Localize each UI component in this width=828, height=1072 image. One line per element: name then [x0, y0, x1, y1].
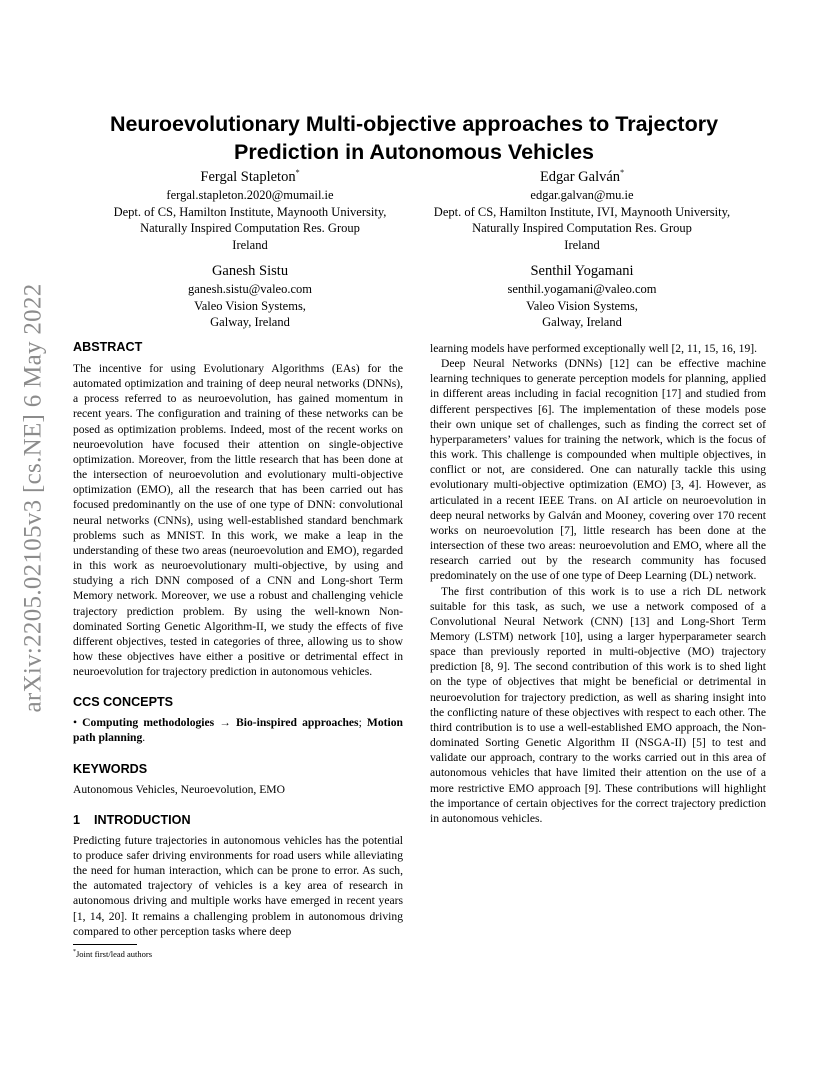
- right-column: [430, 341, 766, 826]
- ccs-heading: CCS CONCEPTS: [73, 695, 174, 710]
- intro-paragraph: Predicting future trajectories in autonomous vehicles has the potential to produce safer driving environments for road users while alleviating the need for human interaction, which can be prone to error. As such, the automated trajectory of vehicles is a key area of research in autonomous driving and multiple works have emerged in recent years [1, 14, 20]. It remains a challenging problem in autonomous driving compared to other perception tasks where deep: [73, 833, 403, 938]
- author-email: edgar.galvan@mu.ie: [530, 188, 634, 202]
- author-block: [418, 262, 746, 331]
- author-name: Fergal Stapleton: [200, 169, 296, 185]
- author-block: [100, 262, 400, 331]
- paper-title: Neuroevolutionary Multi-objective approaches to Trajectory Prediction in Autonomous Vehicles: [109, 112, 719, 164]
- ccs-concepts: • Computing methodologies → Bio-inspired approaches; Motion path planning.: [73, 716, 403, 745]
- left-column: [73, 339, 403, 939]
- author-affiliation: Naturally Inspired Computation Res. Group: [140, 221, 360, 235]
- author-affiliation: Valeo Vision Systems,: [526, 298, 638, 313]
- author-name: Ganesh Sistu: [211, 263, 289, 279]
- section-heading: [73, 812, 403, 828]
- author-affiliation: Naturally Inspired Computation Res. Group: [472, 221, 692, 235]
- author-block: [418, 168, 746, 253]
- keywords-text: Autonomous Vehicles, Neuroevolution, EMO: [73, 782, 285, 796]
- author-affiliation: Ireland: [564, 237, 600, 252]
- author-email: ganesh.sistu@valeo.com: [188, 282, 312, 296]
- abstract-heading: ABSTRACT: [73, 340, 143, 354]
- footnote: *Joint first/lead authors: [73, 949, 153, 959]
- intro-paragraph-continued: learning models have performed exceptionally well [2, 11, 15, 16, 19].: [430, 342, 757, 355]
- intro-paragraph: The first contribution of this work is to use a rich DL network suitable for this task, as such, we use a network composed of a Convolutional Neural Network (CNN) [13] and Long-Short Term Memory (LSTM) network [10], using a larger hyperparameter search space than previously reported in multi-objective (MO) trajectory prediction [8, 9]. The second contribution of this work is to shed light on the type of objectives that might be beneficial or detrimental in neuroevolution for trajectory prediction, as well as sharing insight into the conflicting nature of these objectives with respect to each other. The third contribution is to use a well-established EMO approach, the Non-dominated Sorting Genetic Algorithm II (NSGA-II) [5] to test and validate our approach, contrary to the works carried out in this area of autonomous vehicles that have limited their attention on the use of a more restrictive EMO approach [9]. These contributions will highlight the importance of certain objectives for the correct trajectory prediction in autonomous vehicles.: [430, 584, 766, 825]
- author-mark: *: [295, 168, 300, 178]
- author-affiliation: Galway, Ireland: [542, 315, 622, 329]
- author-affiliation: Ireland: [232, 237, 268, 252]
- intro-paragraph: Deep Neural Networks (DNNs) [12] can be effective machine learning techniques to generate perception models for planning, applied in different areas including in facial recognition [17] and studied from different perspectives [6]. The implementation of these models pose their own unique set of challenges, such as finding the correct set of hyperparameters’ values for training the network, which is the focus of this work. This challenge is compounded when multiple objectives, in conflict or not, are considered. One can naturally tackle this using evolutionary multi-objective optimization (EMO) [3, 4]. However, as articulated in a recent IEEE Trans. on AI article on neuroevolution in deep neural networks by Galván and Mooney, covering over 170 recent works on neuroevolution [7], little research has been done at the intersection of these two areas: neuroevolution and EMO, where all the research carried out by the research community has focused predominately on the use of one type of Deep Learning (DL) network.: [430, 357, 766, 583]
- footnote-rule: [73, 944, 137, 945]
- author-affiliation: Galway, Ireland: [210, 315, 290, 329]
- author-name: Senthil Yogamani: [530, 263, 634, 279]
- arxiv-identifier: arXiv:2205.02105v3 [cs.NE] 6 May 2022: [20, 283, 47, 713]
- author-mark: *: [620, 168, 625, 178]
- keywords-heading: KEYWORDS: [73, 761, 148, 776]
- section-number: 1: [73, 812, 81, 827]
- abstract-text: The incentive for using Evolutionary Algorithms (EAs) for the automated optimization and training of deep neural networks (DNNs), a process referred to as neuroevolution, has gained momentum in recent years. The configuration and training of these networks can be posed as optimization problems. Indeed, most of the recent works on neuroevolution have focused their attention on single-objective optimization. Moreover, from the little research that has been done at the intersection of neuroevolution and evolutionary multi-objective optimization (EMO), all the research that has been carried out has focused predominantly on the use of one type of DNN: convolutional neural networks (CNNs), using well-established standard benchmark problems such as MNIST. In this work, we make a leap in the understanding of these two areas (neuroevolution and EMO), regarded in this work as neuroevolutionary multi-objective, by using and studying a rich DNN composed of a CNN and Long-short Term Memory network. Moreover, we use a robust and challenging vehicle trajectory prediction problem. By using the well-known Non-dominated Sorting Genetic Algorithm-II, we study the effects of five different objectives, tested in categories of three, allowing us to show how these objectives have either a positive or detrimental effect in neuroevolution for trajectory prediction in autonomous vehicles.: [73, 362, 403, 679]
- author-email: fergal.stapleton.2020@mumail.ie: [166, 188, 334, 202]
- author-affiliation: Valeo Vision Systems,: [194, 298, 306, 313]
- author-email: senthil.yogamani@valeo.com: [507, 282, 657, 296]
- author-name: Edgar Galván: [539, 169, 621, 185]
- author-affiliation: Dept. of CS, Hamilton Institute, IVI, Maynooth University,: [433, 204, 731, 219]
- author-affiliation: Dept. of CS, Hamilton Institute, Maynooth University,: [113, 204, 387, 219]
- author-block: [100, 168, 400, 253]
- section-title: INTRODUCTION: [94, 812, 191, 827]
